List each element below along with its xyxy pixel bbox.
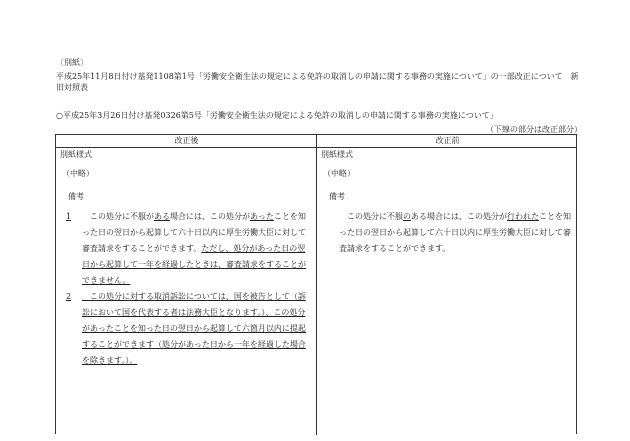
remarks-list [327,209,573,257]
changed-text: あった [250,212,274,221]
notice-title: ○平成25年3月26日付け基発0326第5号「労働安全衛生法の規定による免許の取消しの申請に関する事務の実施について」 [56,111,498,120]
changed-text: この処分に対する取消訴訟については、国を被告として（訴訟において国を代表する者は法務大臣となります。）、この処分があったことを知った日の翌日から起算して六箇月以内に提起することができます（処分があった日から一年を経過した場合を除きます。）。 [82,292,306,365]
document-title-line1: 平成25年11月8日付け基発1108第1号「労働安全衛生法の規定による免許の取消しの申請に関する事務の実施について」の一部改正について 新 [56,72,579,81]
remarks-heading: 備考 [68,192,84,201]
remarks-item-2 [66,289,312,369]
form-kind: 別紙様式 [60,150,92,159]
item-number: 1 [66,212,72,221]
column-divider [316,135,317,435]
column-header-previous: 改正前 [435,136,460,145]
appendix-tag: 〔別紙〕 [56,58,88,67]
column-header-revised: 改正後 [174,136,199,145]
underline-legend: （下線の部分は改正部分） [486,125,582,134]
omitted-mark: （中略） [62,169,94,178]
remarks-heading: 備考 [329,192,345,201]
item-number: 2 [66,292,72,301]
document-title-line2: 旧対照表 [56,83,88,92]
remarks-list [66,209,312,369]
changed-text: の [403,212,411,221]
form-kind: 別紙様式 [321,150,353,159]
changed-text: 行われた [507,212,539,221]
changed-text: ある [154,212,170,221]
remarks-item: この処分に不服のある場合には、この処分が行われたことを知った日の翌日から起算して六十日以内に厚生労働大臣に対して審査請求をすることができます。 [339,212,571,253]
comparison-table [55,134,577,434]
omitted-mark: （中略） [323,169,355,178]
remarks-item-1: 1 この処分に不服がある場合には、この処分があったことを知った日の翌日から起算して六十日以内に厚生労働大臣に対して審査請求をすることができます。ただし、処分があった日の翌日から起算して一年を経過したときは、審査請求をすることができません。 [66,209,312,289]
changed-text: ただし、処分があった日の翌日から起算して一年を経過したときは、審査請求をすることができません。 [82,244,306,285]
